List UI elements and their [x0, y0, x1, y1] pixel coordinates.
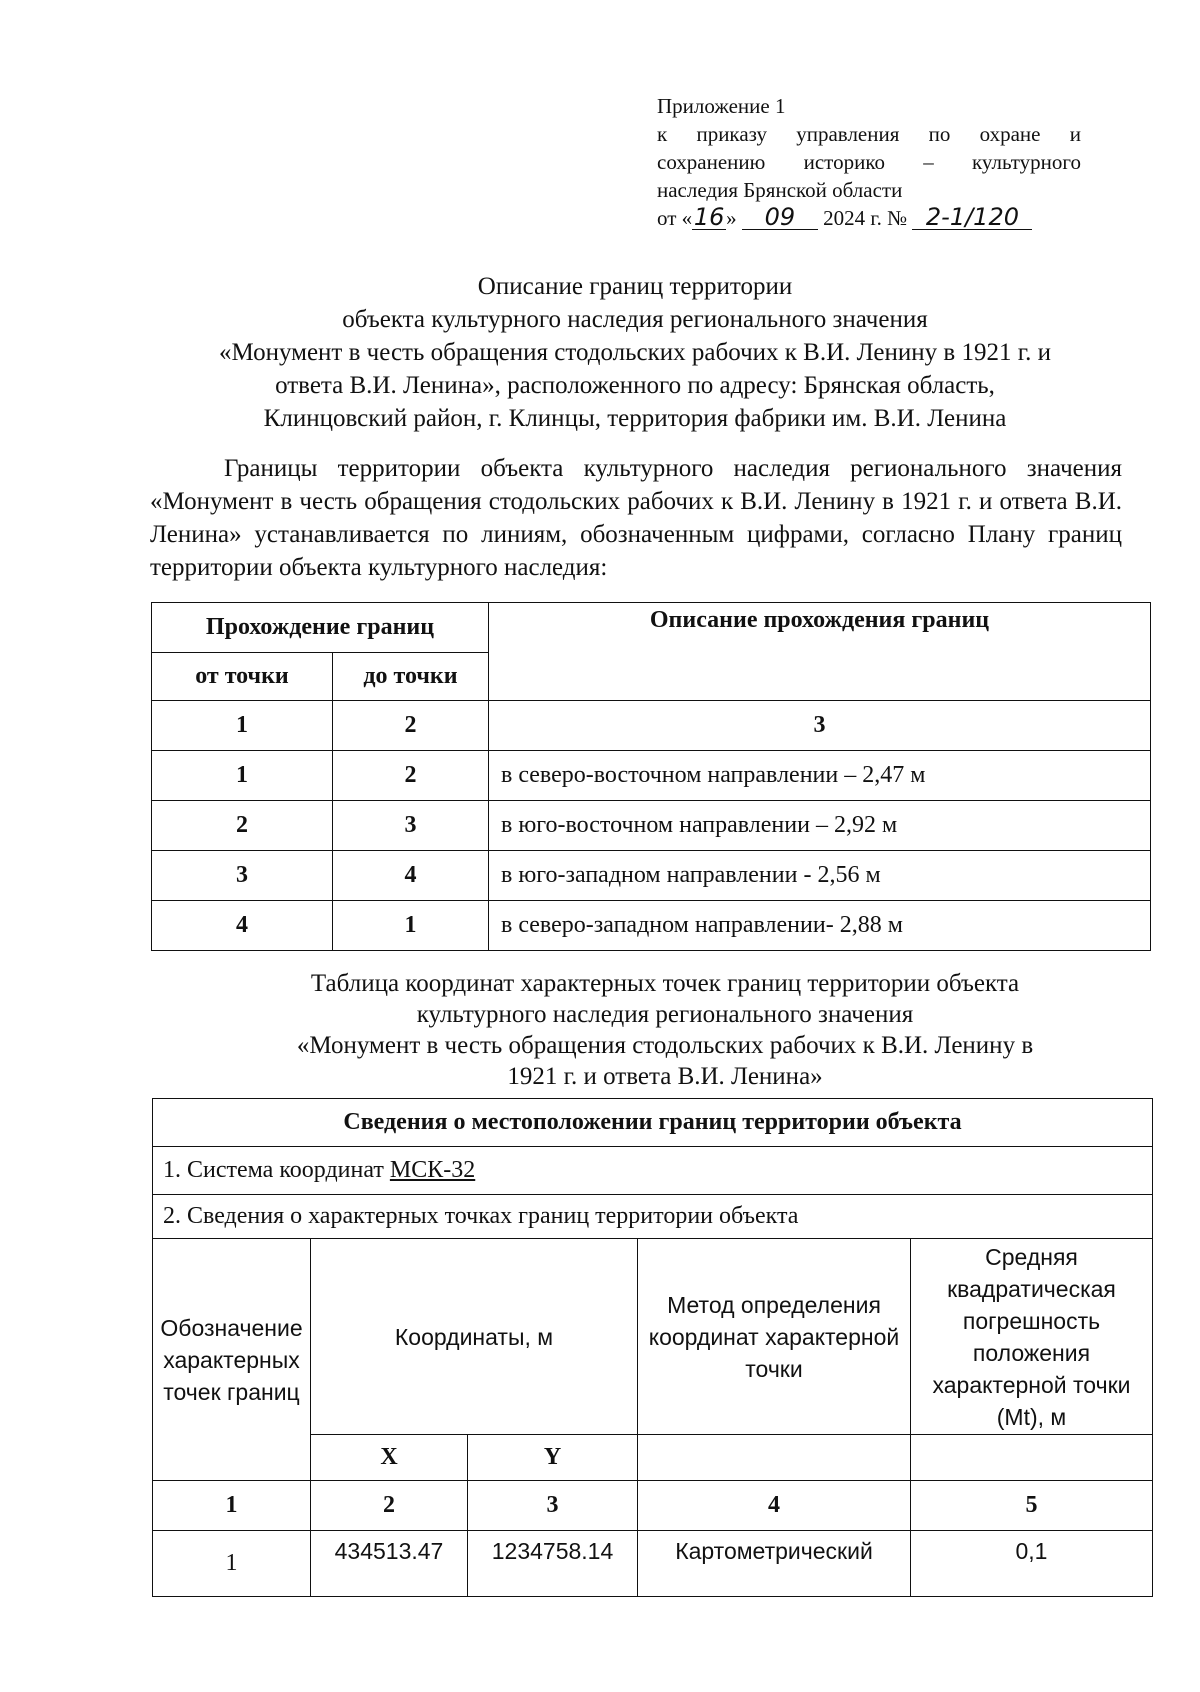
appendix-line: сохранению историко – культурного	[657, 150, 1081, 174]
coordinate-system-row	[153, 1147, 1153, 1195]
from-point: 4	[152, 901, 333, 951]
appendix-line: наследия Брянской области	[657, 178, 903, 202]
location-info-header: Сведения о местоположении границ территории объекта	[153, 1099, 1153, 1147]
title-line: Таблица координат характерных точек границ территории объекта	[310, 970, 1020, 997]
title-line: культурного наследия регионального значения	[416, 1001, 914, 1028]
header-y: Y	[468, 1435, 638, 1481]
appendix-title: Приложение 1	[657, 94, 786, 118]
title-line: Клинцовский район, г. Клинцы, территория фабрики им. В.И. Ленина	[263, 405, 1007, 432]
to-point: 4	[333, 851, 489, 901]
appendix-block	[657, 92, 1081, 232]
boundary-table	[151, 602, 1151, 951]
title-line: «Монумент в честь обращения стодольских рабочих к В.И. Ленину в	[296, 1032, 1034, 1059]
date-day-handwritten: 16	[693, 203, 725, 231]
header-boundary-description: Описание прохождения границ	[489, 603, 1151, 701]
title-line: объекта культурного наследия регионального значения	[342, 306, 928, 333]
from-point: 1	[152, 751, 333, 801]
appendix-date-line	[657, 204, 1081, 232]
order-number-handwritten: 2-1/120	[912, 205, 1032, 230]
column-number: 2	[311, 1481, 468, 1531]
header-mean-error: Средняя квадратическая погрешность положения характерной точки (Mt), м	[911, 1239, 1153, 1435]
to-point: 3	[333, 801, 489, 851]
empty-cell	[911, 1435, 1153, 1481]
title-line: Описание границ территории	[477, 273, 793, 300]
coordinate-x: 434513.47	[311, 1531, 468, 1597]
table-row	[152, 751, 1151, 801]
to-point: 1	[333, 901, 489, 951]
coordinates-table-title	[230, 968, 1100, 1092]
mean-error-value: 0,1	[911, 1531, 1153, 1597]
header-boundary-passage: Прохождение границ	[152, 603, 489, 653]
numbering-row	[153, 1481, 1153, 1531]
column-number: 2	[333, 701, 489, 751]
table-row	[153, 1531, 1153, 1597]
boundary-description: в северо-восточном направлении – 2,47 м	[489, 751, 1151, 801]
coordinates-table	[152, 1098, 1153, 1597]
boundary-description: в юго-западном направлении - 2,56 м	[489, 851, 1151, 901]
title-line: «Монумент в честь обращения стодольских рабочих к В.И. Ленину в 1921 г. и	[218, 339, 1052, 366]
boundary-description: в юго-восточном направлении – 2,92 м	[489, 801, 1151, 851]
coordinate-system-label: 1. Система координат	[163, 1157, 390, 1183]
title-line: ответа В.И. Ленина», расположенного по адресу: Брянская область,	[275, 372, 995, 399]
column-number: 1	[153, 1481, 311, 1531]
date-month-handwritten: 09	[742, 205, 818, 230]
column-number: 3	[468, 1481, 638, 1531]
date-year: 2024 г. №	[823, 206, 908, 230]
header-to-point: до точки	[333, 653, 489, 701]
from-point: 2	[152, 801, 333, 851]
table-row	[152, 851, 1151, 901]
from-point: 3	[152, 851, 333, 901]
points-info-row: 2. Сведения о характерных точках границ территории объекта	[153, 1195, 1153, 1239]
table-row	[152, 901, 1151, 951]
header-coordinates: Координаты, м	[311, 1239, 638, 1435]
date-mid: »	[726, 206, 737, 230]
description-paragraph: Границы территории объекта культурного наследия регионального значения «Монумент в честь обращения стодольских рабочих к В.И. Ленину в 1921 г. и ответа В.И. Ленина» устанавливается по линиям, обозначенным цифрами, согласно Плану границ территории объекта культурного наследия:	[150, 455, 1122, 581]
column-number: 4	[638, 1481, 911, 1531]
determination-method: Картометрический	[638, 1531, 911, 1597]
column-number: 1	[152, 701, 333, 751]
coordinate-y: 1234758.14	[468, 1531, 638, 1597]
table-row	[152, 801, 1151, 851]
coordinate-system-name: МСК-32	[389, 1157, 476, 1183]
header-from-point: от точки	[152, 653, 333, 701]
header-method: Метод определения координат характерной точки	[638, 1239, 911, 1435]
column-number: 3	[489, 701, 1151, 751]
boundary-description: в северо-западном направлении- 2,88 м	[489, 901, 1151, 951]
column-number: 5	[911, 1481, 1153, 1531]
header-x: X	[311, 1435, 468, 1481]
to-point: 2	[333, 751, 489, 801]
document-title	[120, 270, 1150, 435]
empty-cell	[638, 1435, 911, 1481]
point-designation: 1	[153, 1531, 311, 1597]
appendix-line: к приказу управления по охране и	[657, 122, 1081, 146]
header-point-designation: Обозначение характерных точек границ	[153, 1239, 311, 1481]
date-prefix: от «	[657, 206, 693, 230]
numbering-row	[152, 701, 1151, 751]
title-line: 1921 г. и ответа В.И. Ленина»	[507, 1063, 823, 1090]
